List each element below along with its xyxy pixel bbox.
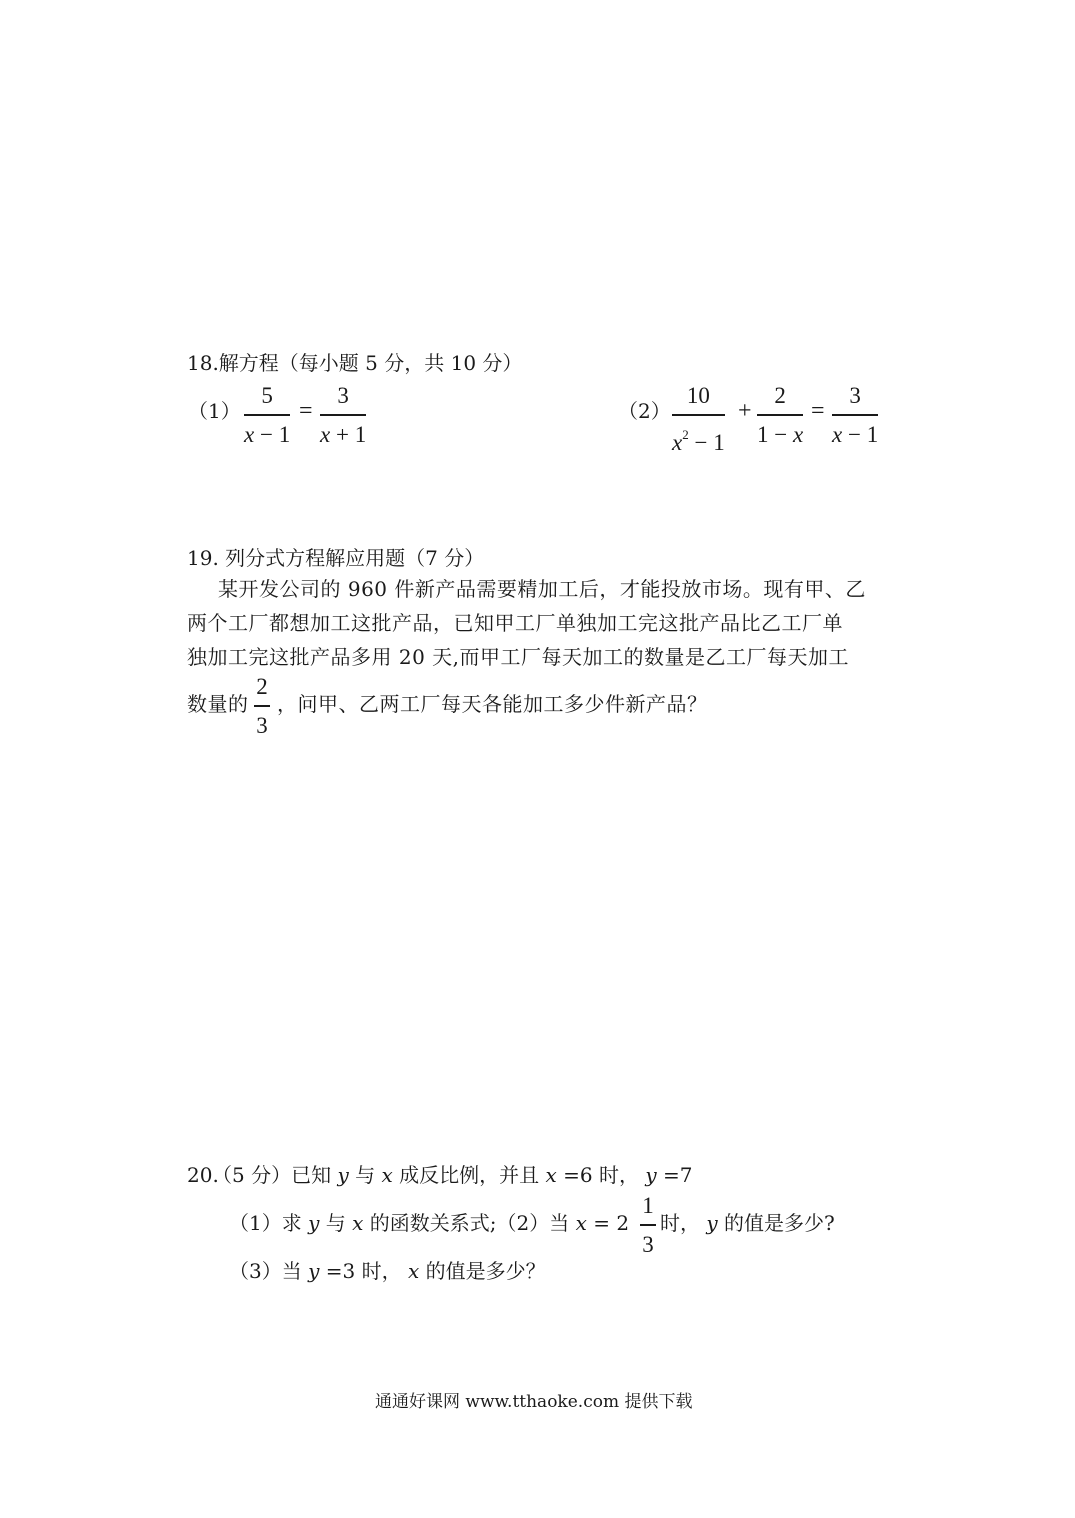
denominator-rest: + 1 <box>330 421 367 447</box>
fraction-denominator: 3 <box>642 1231 654 1257</box>
fraction-denominator: 3 <box>256 712 268 738</box>
fraction-denominator <box>244 422 290 448</box>
fraction-bar <box>244 414 290 416</box>
fraction-denominator <box>832 422 878 448</box>
q19-body-line-2: 两个工厂都想加工这批产品，已知甲工厂单独加工完这批产品比乙工厂单 <box>187 611 843 635</box>
text-segment: 的值是多少? <box>717 1211 835 1235</box>
text-segment: 的函数关系式;（2）当 <box>363 1211 576 1235</box>
variable-x: x <box>381 1163 393 1187</box>
variable-x: x <box>407 1259 420 1283</box>
denominator-rest: − 1 <box>254 421 291 447</box>
q18-title: 18.解方程（每小题 5 分，共 10 分） <box>187 351 523 375</box>
text-segment: =6 时， <box>556 1163 646 1187</box>
q19-fraction-two-thirds <box>254 674 270 739</box>
q20-number: 20. <box>187 1163 219 1187</box>
q20-mixed-fraction <box>640 1193 656 1258</box>
text-segment: （5 分）已知 <box>212 1163 338 1187</box>
variable-y: y <box>308 1259 320 1283</box>
fraction-denominator <box>672 422 725 456</box>
variable-x: x <box>320 421 331 447</box>
fraction-bar <box>672 414 725 416</box>
text-segment: =7 <box>656 1163 693 1187</box>
denominator-rest: − 1 <box>688 429 725 455</box>
q20-line-3 <box>229 1259 546 1283</box>
fraction-numerator: 10 <box>686 383 710 408</box>
q18-part1-right-fraction <box>320 383 366 448</box>
variable-x: x <box>244 421 255 447</box>
variable-y: y <box>308 1211 320 1235</box>
fraction-numerator: 2 <box>256 674 268 699</box>
denominator-rest: − 1 <box>842 421 879 447</box>
q20-line-2-right <box>660 1211 835 1235</box>
equals-sign: = <box>811 398 825 424</box>
text-segment: （3）当 <box>229 1259 309 1283</box>
q20-line-2-left <box>229 1211 629 1235</box>
text-segment: （1）求 <box>229 1211 309 1235</box>
q18-part1-label: （1） <box>188 399 241 423</box>
variable-x: x <box>832 421 843 447</box>
fraction-bar <box>254 705 270 707</box>
q19-body-line-1: 某开发公司的 960 件新产品需要精加工后，才能投放市场。现有甲、乙 <box>218 577 866 601</box>
variable-x: x <box>672 429 683 455</box>
q19-title: 19. 列分式方程解应用题（7 分） <box>187 546 485 570</box>
q19-body-line-4-suffix: ，问甲、乙两工厂每天各能加工多少件新产品？ <box>277 692 708 716</box>
fraction-numerator: 1 <box>642 1193 654 1218</box>
fraction-numerator: 5 <box>261 383 273 408</box>
exponent: 2 <box>682 426 689 442</box>
fraction-bar <box>320 414 366 416</box>
q20-line-1 <box>212 1163 692 1187</box>
fraction-denominator <box>757 422 803 448</box>
equals-sign: = <box>299 398 313 424</box>
q18-part2-first-fraction <box>672 383 725 456</box>
mixed-number-whole: = 2 <box>586 1211 630 1235</box>
text-segment: 成反比例，并且 <box>392 1163 546 1187</box>
text-segment: 的值是多少？ <box>419 1259 546 1283</box>
footer-credit: 通通好课网 www.tthaoke.com 提供下载 <box>375 1392 693 1412</box>
plus-sign: + <box>738 398 752 424</box>
variable-x: x <box>352 1211 364 1235</box>
q18-part2-label: （2） <box>618 399 671 423</box>
variable-y: y <box>706 1211 718 1235</box>
variable-y: y <box>645 1163 657 1187</box>
q18-part1-left-fraction <box>244 383 290 448</box>
text-segment: 与 <box>348 1163 382 1187</box>
text-segment: 与 <box>319 1211 353 1235</box>
q18-part2-second-fraction <box>757 383 803 448</box>
variable-x: x <box>545 1163 557 1187</box>
text-segment: =3 时， <box>319 1259 408 1283</box>
q18-part2-third-fraction <box>832 383 878 448</box>
fraction-bar <box>757 414 803 416</box>
q19-body-line-3: 独加工完这批产品多用 20 天,而甲工厂每天加工的数量是乙工厂每天加工 <box>187 645 850 669</box>
q19-body-line-4-prefix: 数量的 <box>187 692 249 716</box>
fraction-bar <box>640 1224 656 1226</box>
variable-x: x <box>575 1211 587 1235</box>
fraction-numerator: 2 <box>774 383 786 408</box>
variable-x: x <box>792 421 804 447</box>
variable-y: y <box>337 1163 349 1187</box>
fraction-numerator: 3 <box>337 383 349 408</box>
fraction-denominator <box>320 422 366 448</box>
fraction-bar <box>832 414 878 416</box>
denominator-prefix: 1 − <box>757 421 793 447</box>
text-segment: 时， <box>660 1211 707 1235</box>
fraction-numerator: 3 <box>849 383 861 408</box>
